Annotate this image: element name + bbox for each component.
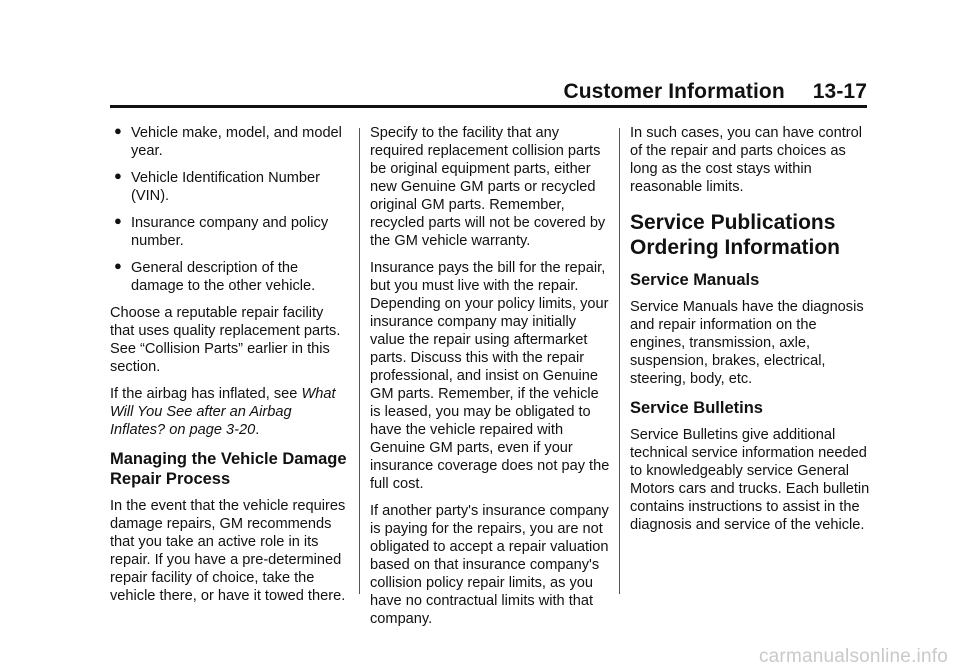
paragraph: In the event that the vehicle requires damage repairs, GM recommends that you take an active role in its repair. If you have a pre-determined repair facility of choice, take the vehicle there, or have it towed there. (110, 498, 346, 604)
paragraph-airbag: If the airbag has inflated, see What Will You See after an Airbag Inflates? on page 3-20. (110, 386, 336, 438)
bullet-icon: ● (114, 123, 122, 138)
column-divider (619, 128, 620, 594)
page-header (563, 80, 867, 104)
column-2 (370, 124, 610, 637)
paragraph: Choose a reputable repair facility that uses quality replacement parts. See “Collision Parts” earlier in this section. (110, 305, 341, 375)
list-item: ● Vehicle make, model, and model year. (114, 123, 342, 159)
paragraph: In such cases, you can have control of the repair and parts choices as long as the cost stays within reasonable limits. (630, 125, 863, 195)
paragraph: Service Bulletins give additional technical service information needed to knowledgeably service General Motors cars and trucks. Each bulletin contains instructions to assist in the diagnosis and service of the vehicle. (630, 427, 870, 533)
bullet-icon: ● (114, 213, 122, 228)
paragraph: Insurance pays the bill for the repair, but you must live with the repair. Depending on your policy limits, your insurance company may initially value the repair using aftermarket parts. Discuss this with the repair professional, and insist on Genuine GM parts. Remember, if the vehicle is leased, you may be obligated to have the vehicle repaired with Genuine GM parts, even if your insurance coverage does not pay the full cost. (370, 260, 610, 492)
page-number: 13-17 (812, 80, 867, 103)
main-heading: Service Publications Ordering Information (630, 211, 840, 259)
paragraph: If another party's insurance company is paying for the repairs, you are not obligated to accept a repair valuation based on that insurance company's collision policy repair limits, as you have no contractual limits with that company. (370, 503, 609, 627)
bullet-icon: ● (114, 258, 122, 273)
subheading-service-bulletins: Service Bulletins (630, 399, 763, 417)
paragraph: Specify to the facility that any required replacement collision parts be original equipment parts, either new Genuine GM parts or recycled original GM parts. Remember, recycled parts will not be covered by the GM vehicle warranty. (370, 125, 606, 249)
paragraph: Service Manuals have the diagnosis and repair information on the engines, transmission, axle, suspension, brakes, electrical, steering, body, etc. (630, 299, 864, 387)
list-item: ● Vehicle Identification Number (VIN). (114, 168, 321, 204)
subheading-service-manuals: Service Manuals (630, 271, 760, 289)
section-title: Customer Information (563, 80, 785, 103)
watermark: carmanualsonline.info (758, 646, 948, 667)
cross-reference-link[interactable]: What Will You See after an Airbag Inflates? on page 3-20 (110, 386, 336, 438)
bullet-icon: ● (114, 168, 122, 183)
column-3 (630, 124, 870, 543)
column-1 (110, 124, 350, 614)
column-divider (359, 128, 360, 594)
list-item: ● General description of the damage to the other vehicle. (114, 258, 316, 294)
header-rule (110, 105, 867, 108)
list-item: ● Insurance company and policy number. (114, 213, 329, 249)
section-heading: Managing the Vehicle Damage Repair Process (110, 450, 347, 488)
